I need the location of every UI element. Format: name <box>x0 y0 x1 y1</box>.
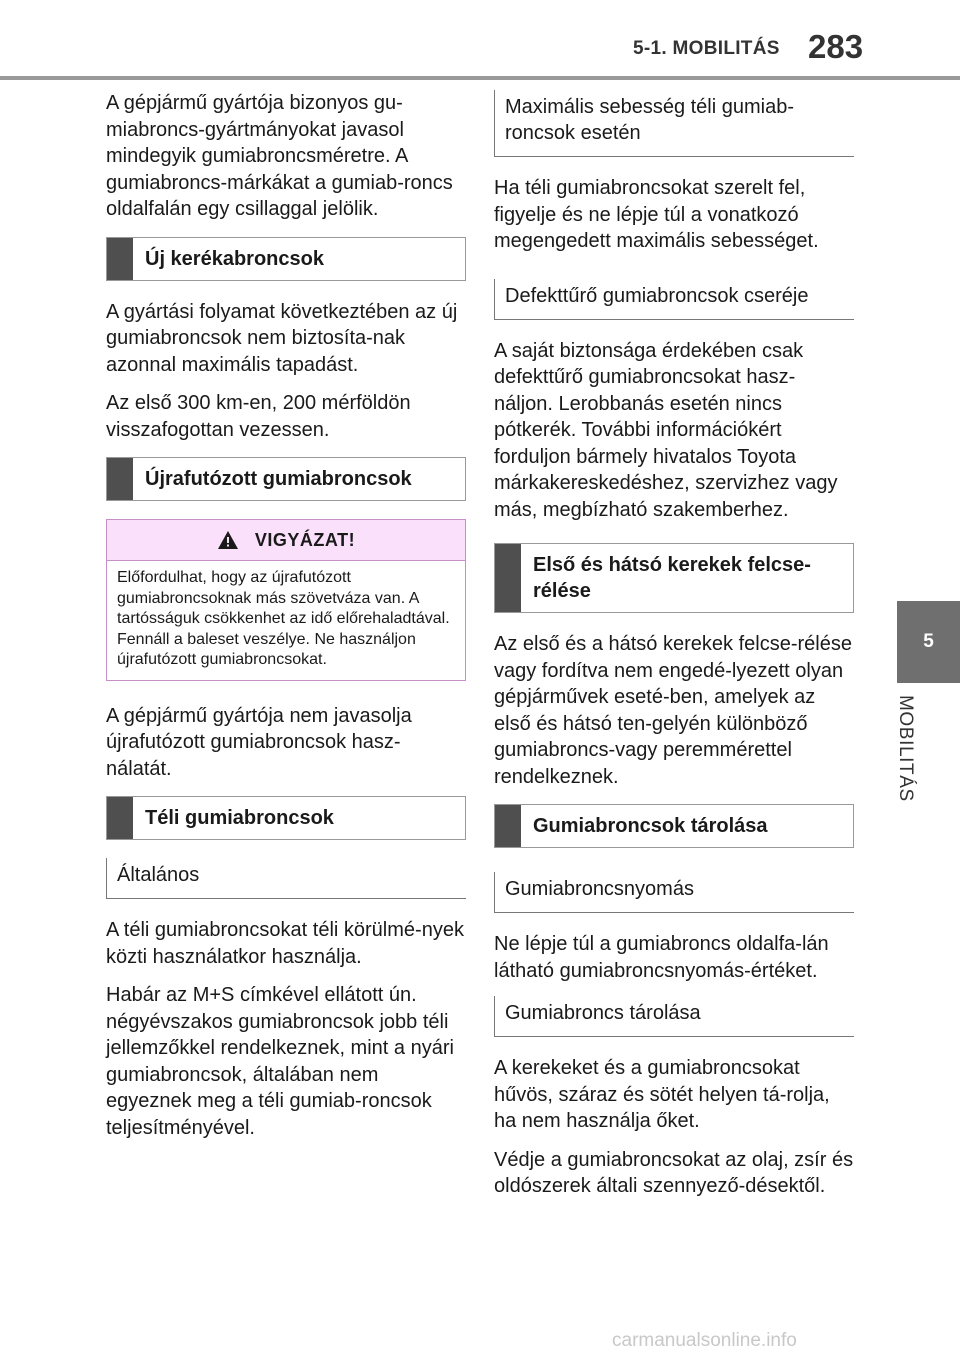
subheading-general: Általános <box>106 858 466 899</box>
max-speed-paragraph: Ha téli gumiabroncsokat szerelt fel, figyelje és ne lépje túl a vonatkozó megengedett maximális sebességet. <box>494 177 819 252</box>
intro-paragraph: A gépjármű gyártója bizonyos gu-miabroncs-gyártmányokat javasol mindegyik gumiabroncsméretre. A gumiabroncs-márkákat a gumiab-roncs oldalfalán egy csillaggal jelölik. <box>106 92 453 220</box>
subheading-tire-pressure: Gumiabroncsnyomás <box>494 872 854 913</box>
subheading-storage: Gumiabroncs tárolása <box>494 996 854 1037</box>
heading-retread-tires: Újrafutózott gumiabroncsok <box>106 457 466 501</box>
heading-winter-tires: Téli gumiabroncsok <box>106 796 466 840</box>
right-column <box>494 90 854 1212</box>
wheel-swap-paragraph: Az első és a hátsó kerekek felcse-rélése vagy fordítva nem engedé-lyezett olyan gépjárművek eseté-ben, amelyek az első és hátsó ten-gelyén különböző gumiabroncs-vagy peremmérettel rendelkeznek. <box>494 633 852 788</box>
heading-tire-storage: Gumiabroncsok tárolása <box>494 804 854 848</box>
header-divider <box>0 76 960 80</box>
left-column <box>106 90 466 1153</box>
watermark: carmanualsonline.info <box>612 1330 797 1351</box>
retread-paragraph: A gépjármű gyártója nem javasolja újrafutózott gumiabroncsok hasz-nálatát. <box>106 704 412 780</box>
runflat-paragraph: A saját biztonsága érdekében csak defekttűrő gumiabroncsokat hasz-náljon. Lerobbanás esetén nincs pótkerék. További információkért forduljon bármely hivatalos Toyota márkakereskedéshez, szervizhez vagy más, megbízható szakemberhez. <box>494 339 838 521</box>
all-season-paragraph: Habár az M+S címkével ellátott ún. négyévszakos gumiabroncsok jobb téli jellemzőkkel rendelkeznek, mint a nyári gumiabroncsok, általában nem egyeznek meg a téli gumiab-roncsok teljesítményével. <box>106 984 454 1139</box>
heading-wheel-swap: Első és hátsó kerekek felcse-rélése <box>494 543 854 613</box>
warning-icon <box>217 530 239 550</box>
subheading-max-speed: Maximális sebesség téli gumiab-roncsok esetén <box>494 90 854 157</box>
chapter-tab[interactable] <box>897 601 960 683</box>
tire-pressure-paragraph: Ne lépje túl a gumiabroncs oldalfa-lán látható gumiabroncsnyomás-értéket. <box>494 933 829 982</box>
new-tires-paragraph: A gyártási folyamat következtében az új gumiabroncsok nem biztosíta-nak azonnal maximális tapadást. <box>106 300 458 376</box>
chapter-number: 5 <box>923 631 934 652</box>
caution-header <box>107 520 465 561</box>
page-number: 283 <box>808 28 864 65</box>
caution-title: VIGYÁZAT! <box>254 529 356 550</box>
protection-paragraph: Védje a gumiabroncsokat az olaj, zsír és oldószerek általi szennyező-désektől. <box>494 1148 854 1197</box>
chapter-label: MOBILITÁS <box>895 695 916 802</box>
caution-box <box>106 519 466 681</box>
caution-text: Előfordulhat, hogy az újrafutózott gumiabroncsoknak más szövetváza van. A tartósságuk csökkenhet az idő előrehaladtával. Fennáll a baleset veszélye. Ne használjon újrafutózott gumiabroncsokat. <box>117 569 450 668</box>
section-title: 5-1. MOBILITÁS <box>633 38 780 59</box>
winter-usage-paragraph: A téli gumiabroncsokat téli körülmé-nyek közti használatkor használja. <box>106 919 464 968</box>
break-in-paragraph: Az első 300 km-en, 200 mérföldön visszafogottan vezessen. <box>106 392 411 441</box>
storage-paragraph: A kerekeket és a gumiabroncsokat hűvös, száraz és sötét helyen tá-rolja, ha nem használja őket. <box>494 1057 830 1132</box>
heading-new-tires: Új kerékabroncsok <box>106 237 466 281</box>
subheading-runflat: Defekttűrő gumiabroncsok cseréje <box>494 279 854 320</box>
